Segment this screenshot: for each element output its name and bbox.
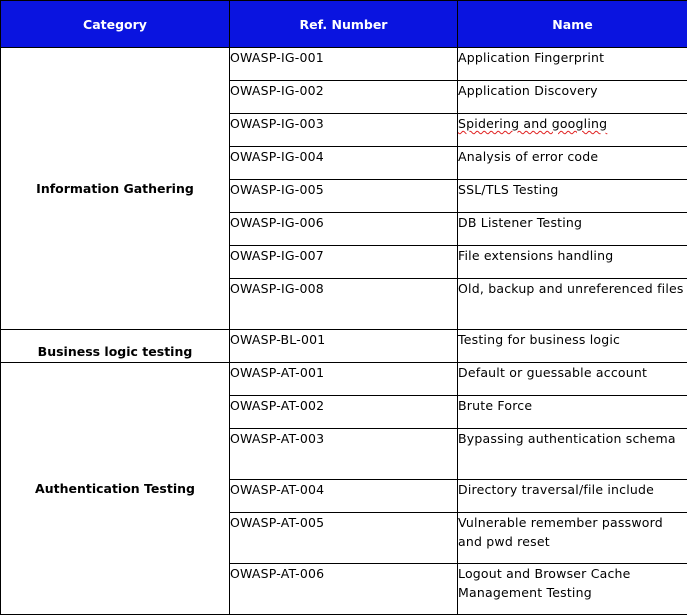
name-cell: Analysis of error code [458, 147, 687, 180]
ref-cell: OWASP-IG-008 [230, 279, 458, 330]
ref-cell: OWASP-BL-001 [230, 330, 458, 363]
ref-cell: OWASP-AT-002 [230, 396, 458, 429]
ref-cell: OWASP-IG-006 [230, 213, 458, 246]
name-cell: Testing for business logic [458, 330, 687, 363]
table-row [1, 48, 687, 81]
name-cell: Application Fingerprint [458, 48, 687, 81]
name-cell: Application Discovery [458, 81, 687, 114]
name-cell: File extensions handling [458, 246, 687, 279]
ref-cell: OWASP-IG-003 [230, 114, 458, 147]
ref-cell: OWASP-AT-004 [230, 480, 458, 513]
header-name: Name [458, 1, 687, 48]
category-business-logic: Business logic testing [1, 330, 230, 363]
ref-cell: OWASP-IG-007 [230, 246, 458, 279]
name-cell: Directory traversal/file include [458, 480, 687, 513]
category-information-gathering: Information Gathering [1, 48, 230, 330]
ref-cell: OWASP-AT-001 [230, 363, 458, 396]
name-cell: Bypassing authentication schema [458, 429, 687, 480]
table-row [1, 330, 687, 363]
table-row [1, 363, 687, 396]
ref-cell: OWASP-IG-001 [230, 48, 458, 81]
ref-cell: OWASP-IG-004 [230, 147, 458, 180]
header-row [1, 1, 687, 48]
name-cell: Old, backup and unreferenced files [458, 279, 687, 330]
name-cell: Spidering and googling [458, 114, 687, 147]
ref-cell: OWASP-AT-005 [230, 513, 458, 564]
header-category: Category [1, 1, 230, 48]
name-cell: Default or guessable account [458, 363, 687, 396]
ref-cell: OWASP-IG-002 [230, 81, 458, 114]
name-cell: DB Listener Testing [458, 213, 687, 246]
ref-cell: OWASP-AT-006 [230, 564, 458, 615]
name-cell: SSL/TLS Testing [458, 180, 687, 213]
name-cell: Brute Force [458, 396, 687, 429]
category-authentication-testing: Authentication Testing [1, 363, 230, 615]
name-cell: Logout and Browser Cache Management Testing [458, 564, 687, 615]
name-cell: Vulnerable remember password and pwd reset [458, 513, 687, 564]
ref-cell: OWASP-AT-003 [230, 429, 458, 480]
header-ref-number: Ref. Number [230, 1, 458, 48]
ref-cell: OWASP-IG-005 [230, 180, 458, 213]
